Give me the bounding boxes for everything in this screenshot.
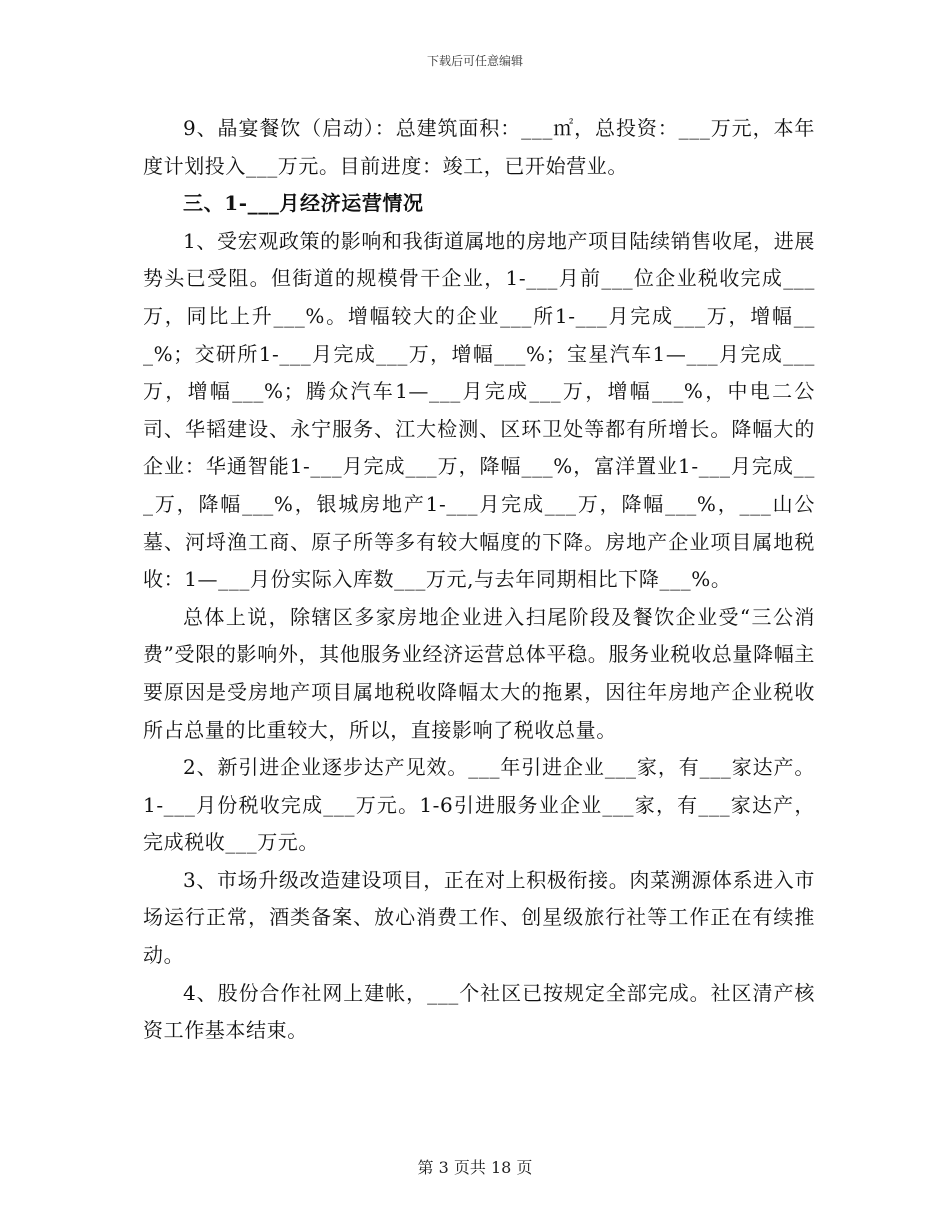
paragraph-item-1: 1、受宏观政策的影响和我街道属地的房地产项目陆续销售收尾，进展势头已受阻。但街道的规模骨干企业，1-___月前___位企业税收完成___万，同比上升___%。增幅较大的企业___所1-___月完成___万，增幅___%；交研所1-___月完成___万，增幅___%；宝星汽车1—___月完成___万，增幅___%；腾众汽车1—___月完成___万，增幅___%，中电二公司、华韬建设、永宁服务、江大检测、区环卫处等都有所增长。降幅大的企业：华通智能1-___月完成___万，降幅___%，富洋置业1-___月完成___万，降幅___%，银城房地产1-___月完成___万，降幅___%，___山公墓、河埒渔工商、原子所等多有较大幅度的下降。房地产企业项目属地税收：1—___月份实际入库数___万元,与去年同期相比下降___%。 xyxy=(143,228,815,592)
paragraph-summary: 总体上说，除辖区多家房地企业进入扫尾阶段及餐饮企业受“三公消费”受限的影响外，其他服务业经济运营总体平稳。服务业税收总量降幅主要原因是受房地产项目属地税收降幅太大的拖累，因往年房地产企业税收所占总量的比重较大，所以，直接影响了税收总量。 xyxy=(143,604,815,742)
paragraph-item-2: 2、新引进企业逐步达产见效。___年引进企业___家，有___家达产。1-___月份税收完成___万元。1-6引进服务业企业___家，有___家达产，完成税收___万元。 xyxy=(143,755,815,855)
page-header: 下载后可任意编辑 xyxy=(426,54,523,68)
paragraph-item-9: 9、晶宴餐饮（启动）：总建筑面积：___㎡，总投资：___万元，本年度计划投入___万元。目前进度：竣工，已开始营业。 xyxy=(143,116,815,178)
document-body xyxy=(143,110,815,1050)
page-footer: 第 3 页共 18 页 xyxy=(417,1158,533,1177)
paragraph-item-4: 4、股份合作社网上建帐，___个社区已按规定全部完成。社区清产核资工作基本结束。 xyxy=(143,980,815,1043)
section-heading-3: 三、1-___月经济运营情况 xyxy=(183,191,424,216)
paragraph-item-3: 3、市场升级改造建设项目，正在对上积极衔接。肉菜溯源体系进入市场运行正常，酒类备案、放心消费工作、创星级旅行社等工作正在有续推动。 xyxy=(143,867,815,968)
